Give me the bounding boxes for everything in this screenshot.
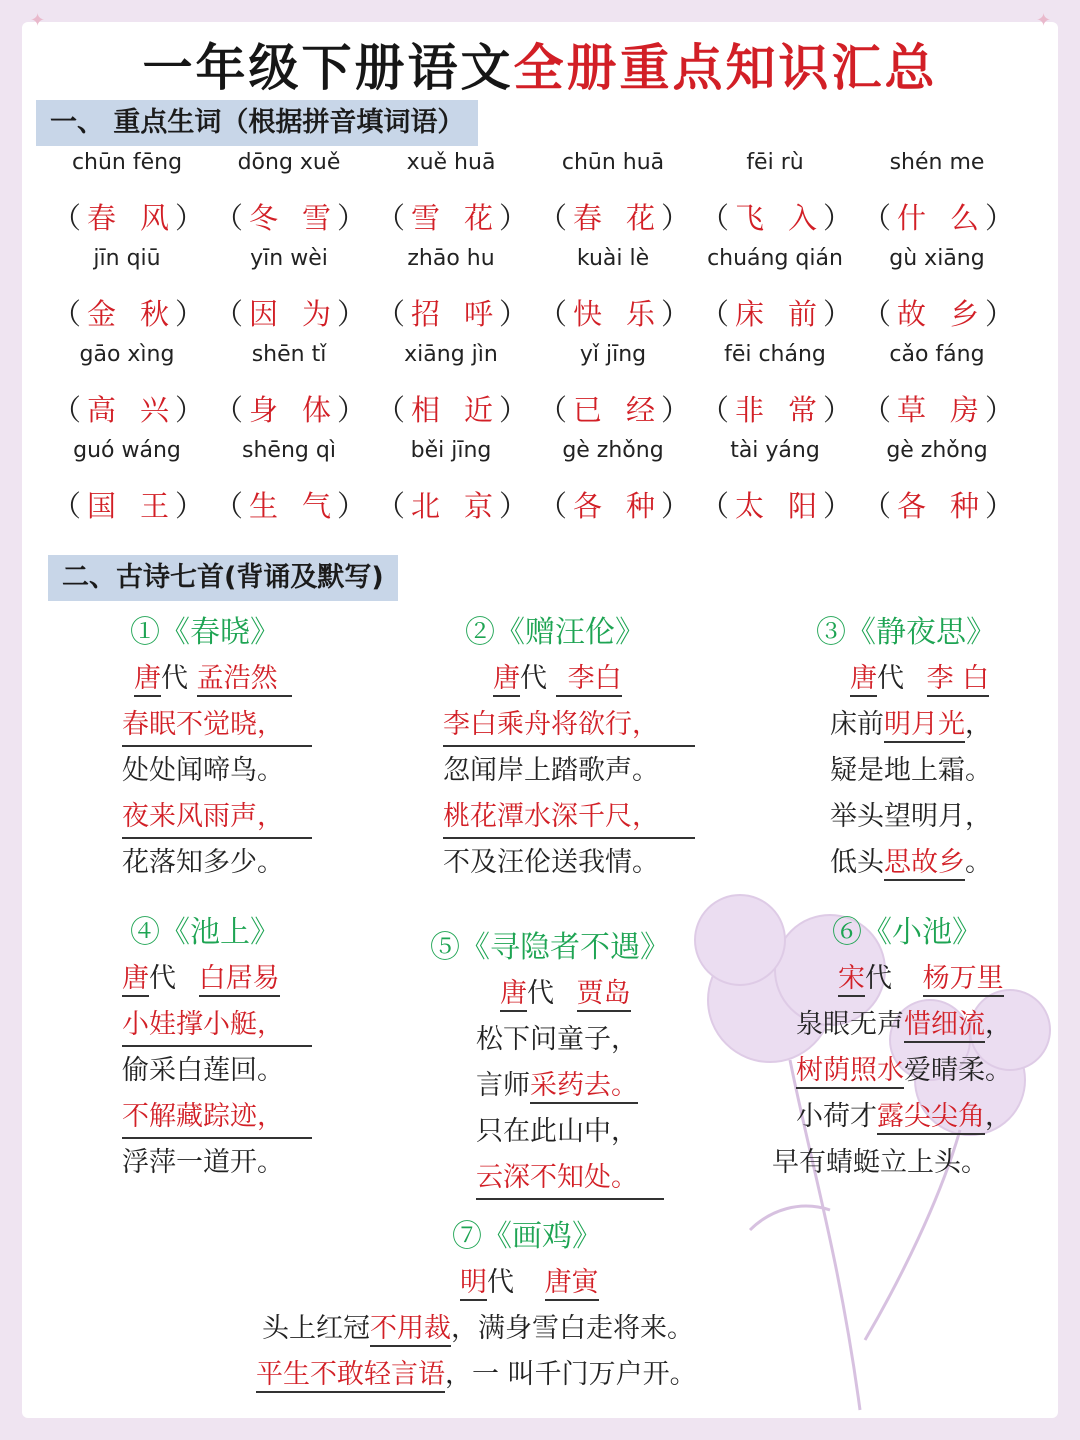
poem-dynasty-suffix: 代	[877, 663, 904, 694]
poem-text: 爱晴柔。	[904, 1055, 1012, 1086]
poem-author-line	[850, 656, 996, 702]
answer-char: 为	[302, 297, 338, 331]
poem-line: 花落知多少。	[122, 847, 284, 878]
vocabulary-grid	[52, 150, 1021, 534]
poem-line: 处处闻啼鸟。	[122, 755, 284, 786]
poem-text: ，	[965, 709, 992, 740]
poem-blank: 树荫照水	[796, 1055, 904, 1089]
answer-char: 已	[573, 393, 609, 427]
pinyin: shēng qì	[242, 438, 336, 463]
pinyin: shēn tǐ	[251, 342, 327, 367]
answer-word: （因 为）	[214, 297, 373, 331]
poem-blank: 平生不敢轻言语	[256, 1359, 445, 1393]
answer-char: 相	[411, 393, 447, 427]
pinyin: jīn qiū	[93, 246, 161, 271]
answer-char: 招	[411, 297, 447, 331]
page-title	[0, 28, 1080, 100]
pinyin: zhāo hu	[407, 246, 495, 271]
poem-dynasty-suffix: 代	[149, 963, 176, 994]
answer-char: 王	[140, 489, 176, 523]
pinyin: fēi cháng	[724, 342, 826, 367]
answer-word: （金 秋）	[52, 297, 211, 331]
answer-char: 兴	[140, 393, 176, 427]
sparkle-icon: ✦	[30, 10, 46, 31]
poem-author: 李 白	[927, 663, 990, 697]
answer-char: 常	[788, 393, 824, 427]
answer-word: （冬 雪）	[214, 201, 373, 235]
poem-blank: 采药去。	[530, 1070, 638, 1104]
poem-line	[796, 1048, 1012, 1094]
answer-char: 近	[464, 393, 500, 427]
poem-dynasty: 明	[460, 1267, 487, 1301]
poem-text: ，满身雪白走将来。	[451, 1313, 694, 1344]
poem-author-line	[493, 656, 695, 702]
answer-word: （身 体）	[214, 393, 373, 427]
answer-char: 故	[897, 297, 933, 331]
answer-char: 春	[573, 201, 609, 235]
answer-char: 身	[249, 393, 285, 427]
poem-blank: 惜细流	[904, 1009, 985, 1043]
poem-title: ③《静夜思》	[816, 615, 996, 650]
poem-xiaochi	[772, 910, 1012, 1186]
answer-char: 什	[897, 201, 933, 235]
answer-word: （已 经）	[538, 393, 697, 427]
poem-dynasty-suffix: 代	[865, 963, 892, 994]
pinyin: xuě huā	[406, 150, 496, 175]
poem-author-line	[838, 956, 1012, 1002]
answer-char: 种	[626, 489, 662, 523]
poem-line	[476, 1063, 670, 1109]
vocab-row	[52, 342, 1021, 438]
section-heading-poems: 二、古诗七首(背诵及默写)	[48, 555, 398, 601]
answer-word: （飞 入）	[700, 201, 859, 235]
answer-word: （春 花）	[538, 201, 697, 235]
answer-char: 阳	[788, 489, 824, 523]
answer-char: 非	[735, 393, 771, 427]
poem-line: 浮萍一道开。	[122, 1147, 284, 1178]
title-black: 一年级下册语文	[142, 39, 514, 97]
poem-blank: 明月光	[884, 709, 965, 743]
answer-char: 乡	[950, 297, 986, 331]
answer-char: 前	[788, 297, 824, 331]
pinyin: chūn fēng	[71, 150, 183, 175]
answer-char: 草	[897, 393, 933, 427]
poem-title: ①《春晓》	[130, 615, 280, 650]
poem-dynasty: 唐	[134, 663, 161, 697]
answer-char: 北	[411, 489, 447, 523]
section-heading-vocabulary: 一、 重点生词（根据拼音填词语）	[36, 100, 478, 146]
poem-dynasty-suffix: 代	[527, 978, 554, 1009]
pinyin: cǎo fáng	[889, 342, 985, 367]
poem-text: 。	[965, 847, 992, 878]
answer-char: 种	[950, 489, 986, 523]
poem-text: 言师	[476, 1070, 530, 1101]
answer-word: （各 种）	[538, 489, 697, 523]
poem-line: 举头望明月，	[830, 801, 992, 832]
pinyin: gāo xìng	[79, 342, 175, 367]
answer-char: 雪	[411, 201, 447, 235]
answer-char: 各	[573, 489, 609, 523]
pinyin: dōng xuě	[237, 150, 341, 175]
poem-line	[262, 1306, 697, 1352]
poem-author: 白居易	[199, 963, 280, 997]
poem-chishang	[122, 910, 312, 1186]
poem-text: 低头	[830, 847, 884, 878]
poem-title: ⑤《寻隐者不遇》	[430, 930, 670, 965]
poem-line: 小娃撑小艇，	[122, 1005, 312, 1047]
poem-line	[256, 1352, 697, 1398]
poem-text: 小荷才	[796, 1101, 877, 1132]
poem-dynasty-suffix: 代	[487, 1267, 514, 1298]
poem-author-line	[122, 956, 312, 1002]
poem-zengwanglun	[443, 610, 695, 886]
poem-title: ④《池上》	[130, 915, 280, 950]
poem-blank: 露尖尖角	[877, 1101, 985, 1135]
answer-char: 雪	[302, 201, 338, 235]
poem-line: 早有蜻蜓立上头。	[772, 1147, 988, 1178]
poem-author-line	[134, 656, 312, 702]
answer-word: （各 种）	[862, 489, 1021, 523]
poem-text: 泉眼无声	[796, 1009, 904, 1040]
pinyin: yīn wèi	[250, 246, 328, 271]
answer-char: 生	[249, 489, 285, 523]
answer-word: （床 前）	[700, 297, 859, 331]
poem-line: 忽闻岸上踏歌声。	[443, 755, 659, 786]
answer-word: （快 乐）	[538, 297, 697, 331]
answer-char: 高	[87, 393, 123, 427]
poem-dynasty: 唐	[122, 963, 149, 997]
poem-author-line	[460, 1260, 697, 1306]
vocab-row	[52, 438, 1021, 534]
poem-huaji	[256, 1214, 697, 1398]
poem-dynasty-suffix: 代	[520, 663, 547, 694]
answer-char: 各	[897, 489, 933, 523]
answer-word: （相 近）	[376, 393, 535, 427]
poem-dynasty: 唐	[500, 978, 527, 1012]
answer-char: 金	[87, 297, 123, 331]
answer-char: 乐	[626, 297, 662, 331]
answer-word: （什 么）	[862, 201, 1021, 235]
vocab-row	[52, 150, 1021, 246]
poem-line	[830, 840, 996, 886]
poem-line: 疑是地上霜。	[830, 755, 992, 786]
vocab-row	[52, 246, 1021, 342]
poem-line: 桃花潭水深千尺，	[443, 797, 695, 839]
poem-text: ，	[985, 1009, 1012, 1040]
answer-word: （高 兴）	[52, 393, 211, 427]
answer-char: 么	[950, 201, 986, 235]
poem-line: 偷采白莲回。	[122, 1055, 284, 1086]
sparkle-icon: ✦	[1036, 10, 1052, 31]
poem-title: ②《赠汪伦》	[465, 615, 645, 650]
poem-dynasty: 唐	[493, 663, 520, 697]
answer-char: 快	[573, 297, 609, 331]
poem-blank: 不用裁	[370, 1313, 451, 1347]
answer-char: 飞	[735, 201, 771, 235]
answer-char: 冬	[249, 201, 285, 235]
poem-title: ⑦《画鸡》	[452, 1219, 602, 1254]
poem-line: 只在此山中，	[476, 1116, 638, 1147]
pinyin: gè zhǒng	[562, 438, 664, 463]
poem-xunyinzhe	[430, 925, 670, 1201]
pinyin: yǐ jīng	[579, 342, 647, 367]
poem-author: 孟浩然	[197, 663, 292, 697]
answer-char: 国	[87, 489, 123, 523]
answer-char: 秋	[140, 297, 176, 331]
poem-text: 头上红冠	[262, 1313, 370, 1344]
poem-line: 春眠不觉晓，	[122, 705, 312, 747]
answer-word: （春 风）	[52, 201, 211, 235]
title-red: 全册重点知识汇总	[513, 39, 938, 97]
answer-char: 入	[788, 201, 824, 235]
poem-title: ⑥《小池》	[832, 915, 982, 950]
answer-char: 经	[626, 393, 662, 427]
poem-line	[830, 702, 996, 748]
poem-author: 杨万里	[923, 963, 1004, 997]
poem-line: 不解藏踪迹，	[122, 1097, 312, 1139]
poem-line	[796, 1002, 1012, 1048]
poem-chunxiao	[122, 610, 312, 886]
poem-text: ，一 叫千门万户开。	[445, 1359, 697, 1390]
poem-line: 云深不知处。	[476, 1158, 664, 1200]
pinyin: chuáng qián	[707, 246, 843, 271]
answer-word: （招 呼）	[376, 297, 535, 331]
pinyin: tài yáng	[730, 438, 820, 463]
answer-word: （北 京）	[376, 489, 535, 523]
answer-char: 花	[626, 201, 662, 235]
poem-line: 松下问童子，	[476, 1024, 638, 1055]
pinyin: kuài lè	[576, 246, 650, 271]
pinyin: guó wáng	[73, 438, 181, 463]
answer-char: 花	[464, 201, 500, 235]
pinyin: gè zhǒng	[886, 438, 988, 463]
answer-word: （太 阳）	[700, 489, 859, 523]
poem-author: 贾岛	[577, 978, 631, 1012]
poem-dynasty: 宋	[838, 963, 865, 997]
answer-word: （非 常）	[700, 393, 859, 427]
answer-char: 京	[464, 489, 500, 523]
answer-char: 气	[302, 489, 338, 523]
answer-char: 因	[249, 297, 285, 331]
poem-jingyesi	[816, 610, 996, 886]
pinyin: chūn huā	[561, 150, 665, 175]
pinyin: běi jīng	[410, 438, 492, 463]
answer-char: 太	[735, 489, 771, 523]
poem-author-line	[500, 971, 670, 1017]
answer-char: 床	[735, 297, 771, 331]
poem-blank: 思故乡	[884, 847, 965, 881]
answer-char: 房	[950, 393, 986, 427]
pinyin: fēi rù	[746, 150, 804, 175]
pinyin: gù xiāng	[889, 246, 985, 271]
poem-text: ，	[985, 1101, 1012, 1132]
answer-char: 体	[302, 393, 338, 427]
poem-line: 不及汪伦送我情。	[443, 847, 659, 878]
poem-line	[796, 1094, 1012, 1140]
answer-char: 呼	[464, 297, 500, 331]
poem-dynasty: 唐	[850, 663, 877, 697]
answer-word: （生 气）	[214, 489, 373, 523]
poem-line: 夜来风雨声，	[122, 797, 312, 839]
poem-author: 唐寅	[545, 1267, 599, 1301]
answer-word: （国 王）	[52, 489, 211, 523]
answer-char: 风	[140, 201, 176, 235]
poem-line: 李白乘舟将欲行，	[443, 705, 695, 747]
answer-char: 春	[87, 201, 123, 235]
answer-word: （雪 花）	[376, 201, 535, 235]
pinyin: shén me	[889, 150, 985, 175]
poem-dynasty-suffix: 代	[161, 663, 188, 694]
pinyin: xiāng jìn	[404, 342, 498, 367]
poem-text: 床前	[830, 709, 884, 740]
answer-word: （故 乡）	[862, 297, 1021, 331]
poem-author: 李白	[556, 663, 622, 697]
answer-word: （草 房）	[862, 393, 1021, 427]
